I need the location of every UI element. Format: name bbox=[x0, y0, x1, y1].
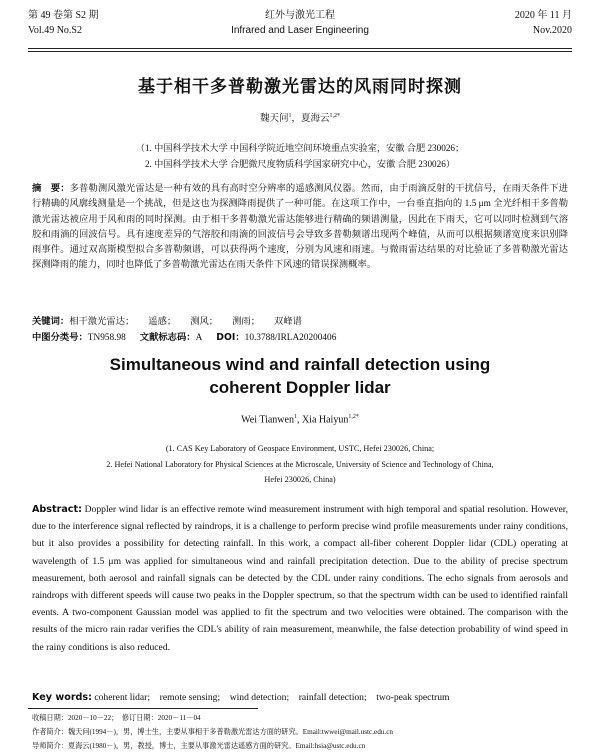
footnote-author2: 导师简介：夏海云(1980－)，男，教授，博士，主要从事激光雷达遥感方面的研究。Email:hsia@ustc.edu.cn bbox=[32, 742, 366, 750]
affiliation-en-3: Hefei 230026, China) bbox=[264, 475, 336, 484]
footnote-author1: 作者简介：魏天问(1994－)，男，博士生，主要从事相干多普勒激光雷达方面的研究。Email:twwei@mail.ustc.edu.cn bbox=[32, 728, 393, 736]
footnote-divider bbox=[28, 708, 258, 709]
volume-en: Vol.49 No.S2 bbox=[28, 25, 82, 36]
keywords-cn: 关键词：相干激光雷达； 遥感； 测风； 测雨； 双峰谱 bbox=[32, 316, 302, 327]
date-cn: 2020 年 11 月 bbox=[514, 10, 572, 21]
affiliation-cn-1: （1. 中国科学技术大学 中国科学院近地空间环境重点实验室，安徽 合肥 230026； bbox=[135, 143, 465, 153]
volume-cn: 第 49 卷第 S2 期 bbox=[28, 10, 99, 21]
authors-cn: 魏天问$^1$，夏海云$^{1,2*}$ bbox=[259, 112, 341, 124]
title-en-line2: coherent Doppler lidar bbox=[209, 378, 391, 397]
abstract-text-en: Doppler wind lidar is an effective remote wind measurement instrument with high temporal and spatial resolution. However, due to the interference signal reflected by raindrops, it is a challenge to perform precise wind profile measurements under rainy conditions, but it also provides a possibility for detecting rainfall. In this work, a compact all-fiber coherent Doppler lidar (CDL) operating at wavelength of 1.5 μm was applied for simultaneous wind and rainfall precipitation detection. Due to the ability of precise spectrum measurement, both aerosol and rainfall signals can be detected by the CDL under rainy conditions. The echo signals from aerosols and raindrops with different speeds will cause two peaks in the Doppler spectrum, so that the spectrum width can be used to identified rainfall events. A two-component Gaussian model was applied to fit the spectrum and two velocities were obtained. The comparison with the results of the micro rain radar verifies the CDL's ability of rain measurement, meanwhile, the false detection probability of wind speed in the rainy conditions is also reduced. bbox=[32, 504, 569, 653]
journal-name-en: Infrared and Laser Engineering bbox=[231, 25, 369, 36]
header-divider-thin bbox=[28, 51, 572, 52]
title-en-line1: Simultaneous wind and rainfall detection using bbox=[109, 355, 491, 374]
abstract-label-en: Abstract: bbox=[32, 504, 82, 515]
abstract-cn bbox=[32, 181, 568, 274]
title-cn: 基于相干多普勒激光雷达的风雨同时探测 bbox=[138, 77, 462, 97]
footnote-received: 收稿日期：2020－10－22； 修订日期：2020－11－04 bbox=[32, 714, 201, 722]
affiliation-en-1: (1. CAS Key Laboratory of Geospace Environment, USTC, Hefei 230026, China; bbox=[165, 444, 435, 453]
classification-cn: 中图分类号：TN958.98 文献标志码：A DOI：10.3788/IRLA20200406 bbox=[32, 332, 337, 343]
affiliation-cn-2: 2. 中国科学技术大学 合肥微尺度物质科学国家研究中心，安徽 合肥 230026） bbox=[144, 159, 456, 169]
date-en: Nov.2020 bbox=[532, 25, 572, 36]
doi-link[interactable]: 10.3788/IRLA20200406 bbox=[244, 333, 337, 343]
keywords-en: Key words: coherent lidar; remote sensing; wind detection; rainfall detection; two-peak spectrum bbox=[32, 692, 450, 703]
abstract-label-cn: 摘 要： bbox=[32, 183, 70, 194]
header-divider bbox=[28, 48, 572, 49]
abstract-en bbox=[32, 501, 568, 656]
journal-name-cn: 红外与激光工程 bbox=[265, 10, 335, 21]
abstract-text-cn: 多普勒测风激光雷达是一种有效的具有高时空分辨率的遥感测风仪器。然而，由于雨滴反射的干扰信号，在雨天条件下进行精确的风廓线测量是一个挑战，但是这也为探测降雨提供了一种可能。在这项工作中，一台垂直指向的 1.5 μm 全光纤相干多普勒激光雷达被应用于风和雨的同时探测。由于相干多普勒激光雷达能够进行精确的频谱测量，因此在下雨天，它可以同时检测到气溶胶和雨滴的回波信号。具有速度差异的气溶胶和雨滴的回波信号会导致多普勒频谱出现两个峰值，从而可以根据频谱宽度来识别降雨事件。通过双高斯模型拟合多普勒频谱，可以获得两个速度，分别为风速和雨速。与微雨雷达结果的对比验证了多普勒激光雷达探测降雨的能力，同时也降低了多普勒激光雷达在雨天条件下风速的错误探测概率。 bbox=[32, 184, 568, 271]
affiliation-en-2: 2. Hefei National Laboratory for Physical Sciences at the Microscale, University of Science and Technology of China, bbox=[106, 460, 494, 469]
authors-en: Wei Tianwen$^1$, Xia Haiyun$^{1,2*}$ bbox=[241, 414, 359, 426]
